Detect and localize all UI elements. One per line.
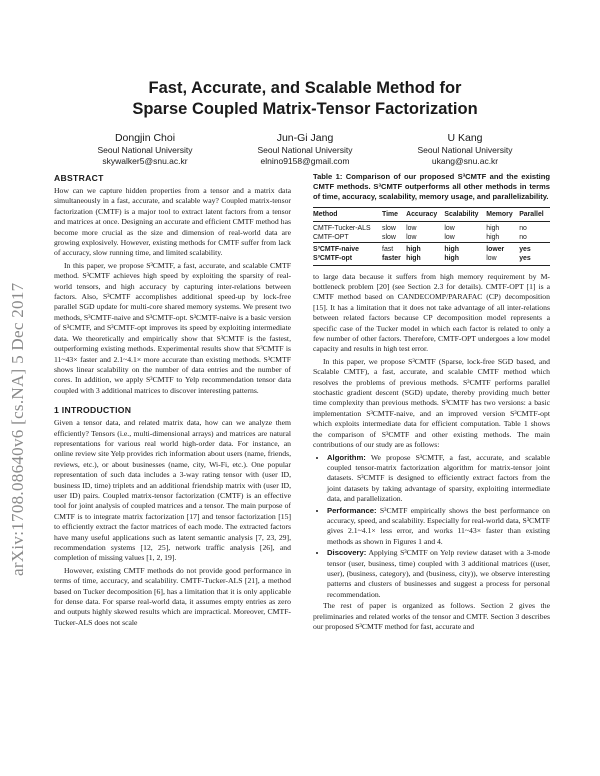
body-paragraph-2: In this paper, we propose S³CMTF (Sparse, lock-free SGD based, and Scalable CMTF), a fast, accurate, and scalable CMTF method which resolves the problems of previous methods. S³CMTF performs parallel stochastic gradient descent (SGD) update, thereby providing much better time complexity than previous methods. S³CMTF has two versions: a basic implementation S³CMTF-naive, and an improved version S³CMTF-opt which exploits intermediate data for efficient computation. Table 1 shows the comparison of S³CMTF and other existing methods. The main contributions of our study are as follows: — [313, 356, 550, 450]
author-2 — [220, 132, 390, 167]
title-line-1: Fast, Accurate, and Scalable Method for — [148, 79, 462, 97]
table-row — [313, 242, 550, 254]
table-cell: low — [406, 233, 417, 241]
table-header: Scalability — [444, 207, 486, 221]
table-cell: high — [444, 242, 486, 254]
author-affiliation: Seoul National University — [97, 145, 193, 155]
table-row — [313, 254, 550, 266]
table-cell: no — [519, 224, 527, 232]
list-item — [327, 548, 550, 600]
author-name: Dongjin Choi — [114, 132, 176, 144]
paper-title — [60, 78, 550, 120]
table-cell: yes — [519, 254, 550, 266]
table-cell: S³CMTF-naive — [313, 242, 382, 254]
body-paragraph-1: to large data because it suffers from high memory requirement by M-bottleneck problem [20] (see Section 2.3 for details). CMTF-OPT [1] is a CMTF method based on CANDECOMP/PARAFAC (CP) decomposition [15]. It has a limitation that it does not take advantage of all inter-relations between related factors because CP decomposition model represents a specific case of the Tucker model in which each factor is related to only a few number of other factors. Therefore, CMTF-OPT undergoes a low model capacity and results in high test error. — [313, 271, 550, 354]
author-name: U Kang — [447, 132, 483, 144]
table-header-row — [313, 207, 550, 221]
table-cell: no — [519, 233, 527, 241]
table-header: Memory — [486, 207, 519, 221]
table-header: Accuracy — [406, 207, 444, 221]
table-cell: slow — [382, 233, 396, 241]
bullet-text: We propose S³CMTF, a fast, accurate, and scalable coupled tensor-matrix factorization algorithm for matrix-tensor joint datasets. S³CMTF is designed to efficiently extract factors from the joint datasets by taking advantage of sparsity, exploiting intermediate data, and parallelization. — [327, 452, 550, 504]
right-column — [313, 172, 550, 634]
list-item — [327, 506, 550, 548]
author-1 — [60, 132, 230, 167]
author-email: skywalker5@snu.ac.kr — [102, 156, 188, 166]
table-header: Time — [382, 207, 406, 221]
bullet-label: Algorithm: — [327, 452, 366, 462]
table-cell: slow — [382, 224, 396, 232]
table-cell: lower — [486, 242, 519, 254]
table-cell: faster — [382, 254, 406, 266]
bullet-label: Discovery: — [327, 548, 367, 558]
table-cell: low — [444, 224, 455, 232]
intro-paragraph-2: However, existing CMTF methods do not provide good performance in terms of time, accuracy, and scalability. CMTF-Tucker-ALS [21], a method based on Tucker decomposition [6], has a limitation that it is only applicable for dense data. For sparse real-world data, it assumes empty entries as zero and outputs highly skewed results which are impractical. Moreover, CMTF-Tucker-ALS does not scale — [54, 565, 291, 627]
table-cell: high — [406, 254, 444, 266]
table-row — [313, 233, 550, 243]
table-cell: low — [444, 233, 455, 241]
abstract-paragraph-1: How can we capture hidden properties from a tensor and a matrix data simultaneously in a fast, accurate, and scalable way? Coupled matrix-tensor factorization (CMTF) is a major tool to extract latent factors from a tensor and matrices at once. Designing an accurate and efficient CMTF method has become more crucial as the size and dimension of real-world data are growing explosively. However, existing methods for CMTF suffer from lack of accuracy, slow running time, and limited scalability. — [54, 186, 291, 258]
abstract-paragraph-2: In this paper, we propose S³CMTF, a fast, accurate, and scalable CMTF method. S³CMTF achieves high speed by exploiting the sparsity of real-world tensors, and high accuracy by capturing inter-relations between factors. Also, S³CMTF accomplishes additional speed-up by lock-free parallel SGD update for multi-core shared memory systems. We present two methods, S³CMTF-naive and S³CMTF-opt. S³CMTF-naive is a basic version of S³CMTF, and S³CMTF-opt improves its speed by exploiting intermediate data. We theoretically and empirically show that S³CMTF is the fastest, outperforming existing methods. Experimental results show that S³CMTF is 11~43× faster and 2.1~4.1× more accurate than existing methods. S³CMTF shows linear scalability on the number of data entries and the number of cores. In addition, we apply S³CMTF to Yelp recommendation tensor data coupled with 3 additional matrices to discover interesting patterns. — [54, 260, 291, 395]
table-cell: low — [406, 224, 417, 232]
abstract-heading: ABSTRACT — [54, 173, 104, 183]
author-affiliation: Seoul National University — [417, 145, 513, 155]
author-email: elnino9158@gmail.com — [260, 156, 350, 166]
table-cell: high — [444, 254, 486, 266]
title-line-2: Sparse Coupled Matrix-Tensor Factorization — [132, 100, 478, 118]
left-column — [54, 172, 291, 630]
table-cell: high — [486, 224, 500, 232]
intro-heading: 1 INTRODUCTION — [54, 405, 132, 416]
table-cell: fast — [382, 242, 406, 254]
table-cell: CMTF-Tucker-ALS — [313, 224, 371, 232]
table-cell: S³CMTF-opt — [313, 254, 382, 266]
table-header: Method — [313, 207, 382, 221]
table-cell: yes — [519, 242, 550, 254]
arxiv-watermark — [8, 176, 30, 576]
table-row — [313, 221, 550, 233]
bullet-text: S³CMTF empirically shows the best performance on accuracy, speed, and scalability. Especially for real-world data, S³CMTF gives 2.1~4.1× less error, and works 11~43× faster than existing methods as shown in Figures 1 and 4. — [327, 505, 550, 546]
bullet-text: Applying S³CMTF on Yelp review dataset with a 3-mode tensor (user, business, time) coupled with 3 additional matrices ((user, user), (business, category), and (business, city)), we observe interesting patterns and clusters of businesses and suggest a process for personal recommendation. — [327, 548, 550, 599]
intro-paragraph-1: Given a tensor data, and related matrix data, how can we analyze them efficiently? Tensors (i.e., multi-dimensional arrays) and matrices are natural representations for various real world high-order data. For instance, an online review site Yelp provides rich information about users (name, friends, reviews, etc.), or about businesses (name, city, Wi-Fi, etc.). One popular representation of such data includes a 3-way rating tensor with (user ID, business ID, time) triplets and an additional friendship matrix with (user ID, user ID) pairs. Coupled matrix-tensor factorization (CMTF) is an effective tool for joint analysis of coupled matrices and a tensor. The main purpose of CMTF is to integrate matrix factorization [17] and tensor factorization [15] to efficiently extract the factor matrices of each mode. The extracted factors have many useful applications such as latent semantic analysis [7, 23, 29], recommendation systems [12, 25], network traffic analysis [26], and completion of missing values [1, 2, 19]. — [54, 418, 291, 563]
table-header: Parallel — [519, 207, 550, 221]
author-name: Jun-Gi Jang — [276, 132, 334, 144]
table-caption: Table 1: Comparison of our proposed S³CMTF and the existing CMTF methods. S³CMTF outperforms all other methods in terms of time, accuracy, scalability, memory usage, and parallelizability. — [313, 172, 550, 202]
table-cell: high — [486, 233, 500, 241]
body-paragraph-3: The rest of paper is organized as follows. Section 2 gives the preliminaries and related works of the tensor and CMTF. Section 3 describes our proposed S³CMTF method for fast, accurate and — [313, 601, 550, 632]
author-email: ukang@snu.ac.kr — [431, 156, 499, 166]
author-affiliation: Seoul National University — [257, 145, 353, 155]
list-item — [327, 453, 550, 505]
table-cell: high — [406, 242, 444, 254]
author-3 — [380, 132, 550, 167]
bullet-label: Performance: — [327, 505, 377, 515]
table-cell: CMTF-OPT — [313, 233, 349, 241]
arxiv-id: arXiv:1708.08640v6 [cs.NA] 5 Dec 2017 — [8, 282, 27, 576]
table-cell: low — [486, 254, 519, 266]
comparison-table — [313, 207, 550, 266]
contribution-list — [313, 453, 550, 601]
